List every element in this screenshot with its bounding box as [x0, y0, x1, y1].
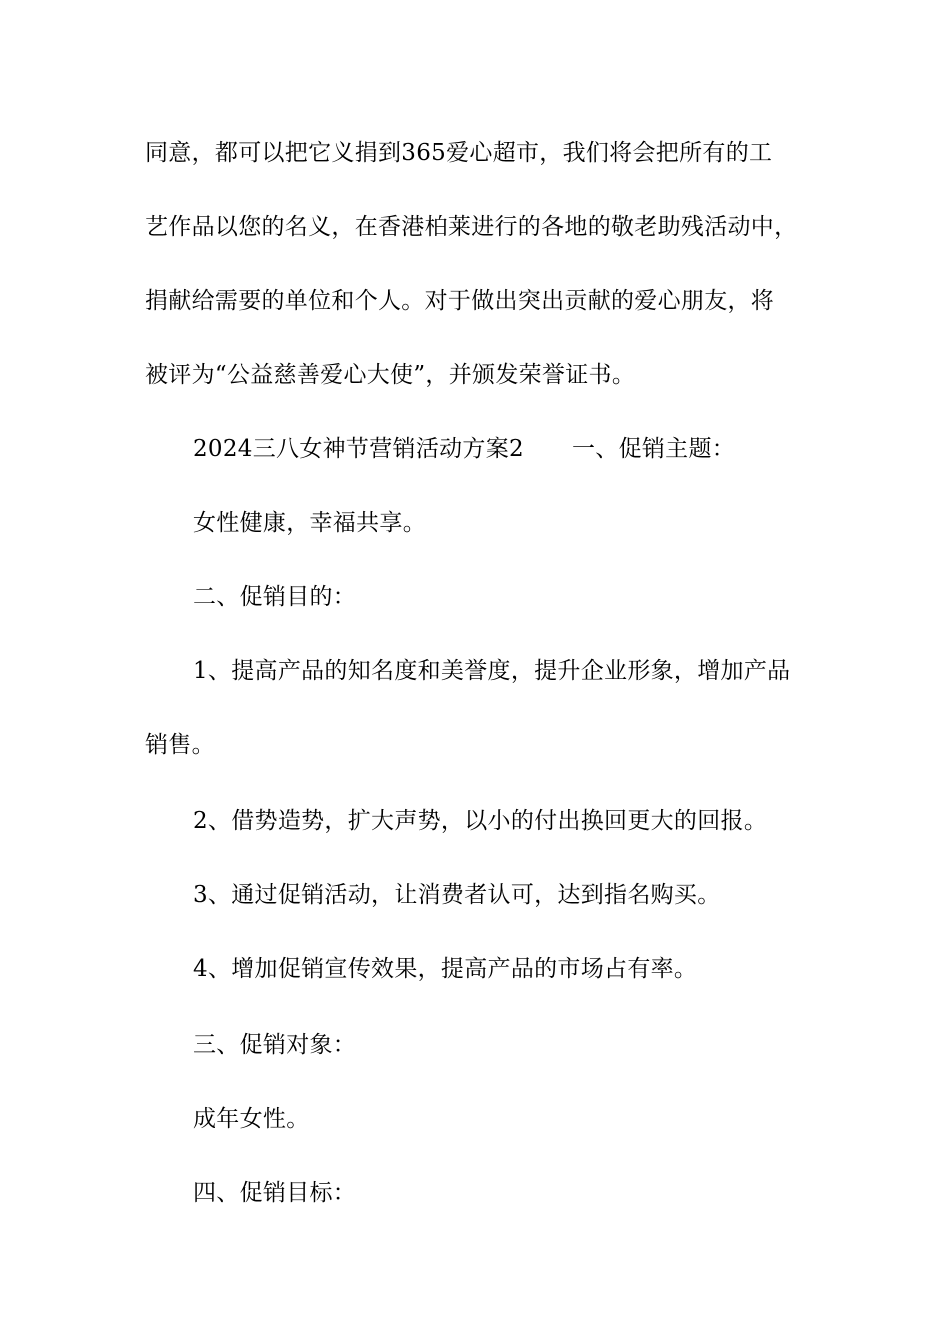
paragraph-line: 被评为“公益慈善爱心大使”，并颁发荣誉证书。 [145, 362, 636, 388]
section-heading: 二、促销目的： [193, 584, 357, 610]
list-item: 3、通过促销活动，让消费者认可，达到指名购买。 [193, 882, 721, 908]
document-title: 2024三八女神节营销活动方案2 [193, 436, 524, 462]
target-text: 成年女性。 [193, 1106, 310, 1132]
list-item-continuation: 销售。 [145, 732, 215, 758]
section-heading: 三、促销对象： [193, 1032, 357, 1058]
list-item: 2、借势造势，扩大声势，以小的付出换回更大的回报。 [193, 808, 768, 834]
theme-text: 女性健康，幸福共享。 [193, 510, 426, 536]
paragraph-line: 捐献给需要的单位和个人。对于做出突出贡献的爱心朋友，将 [145, 288, 775, 314]
list-item: 1、提高产品的知名度和美誉度，提升企业形象，增加产品 [193, 658, 791, 684]
section-heading: 一、促销主题： [571, 436, 736, 462]
paragraph-line: 艺作品以您的名义，在香港柏莱进行的各地的敬老助残活动中， [145, 214, 798, 240]
paragraph-line: 同意，都可以把它义捐到365爱心超市，我们将会把所有的工 [145, 140, 773, 166]
list-item: 4、增加促销宣传效果，提高产品的市场占有率。 [193, 956, 698, 982]
section-heading: 四、促销目标： [193, 1180, 357, 1206]
document-heading-line [193, 434, 735, 464]
